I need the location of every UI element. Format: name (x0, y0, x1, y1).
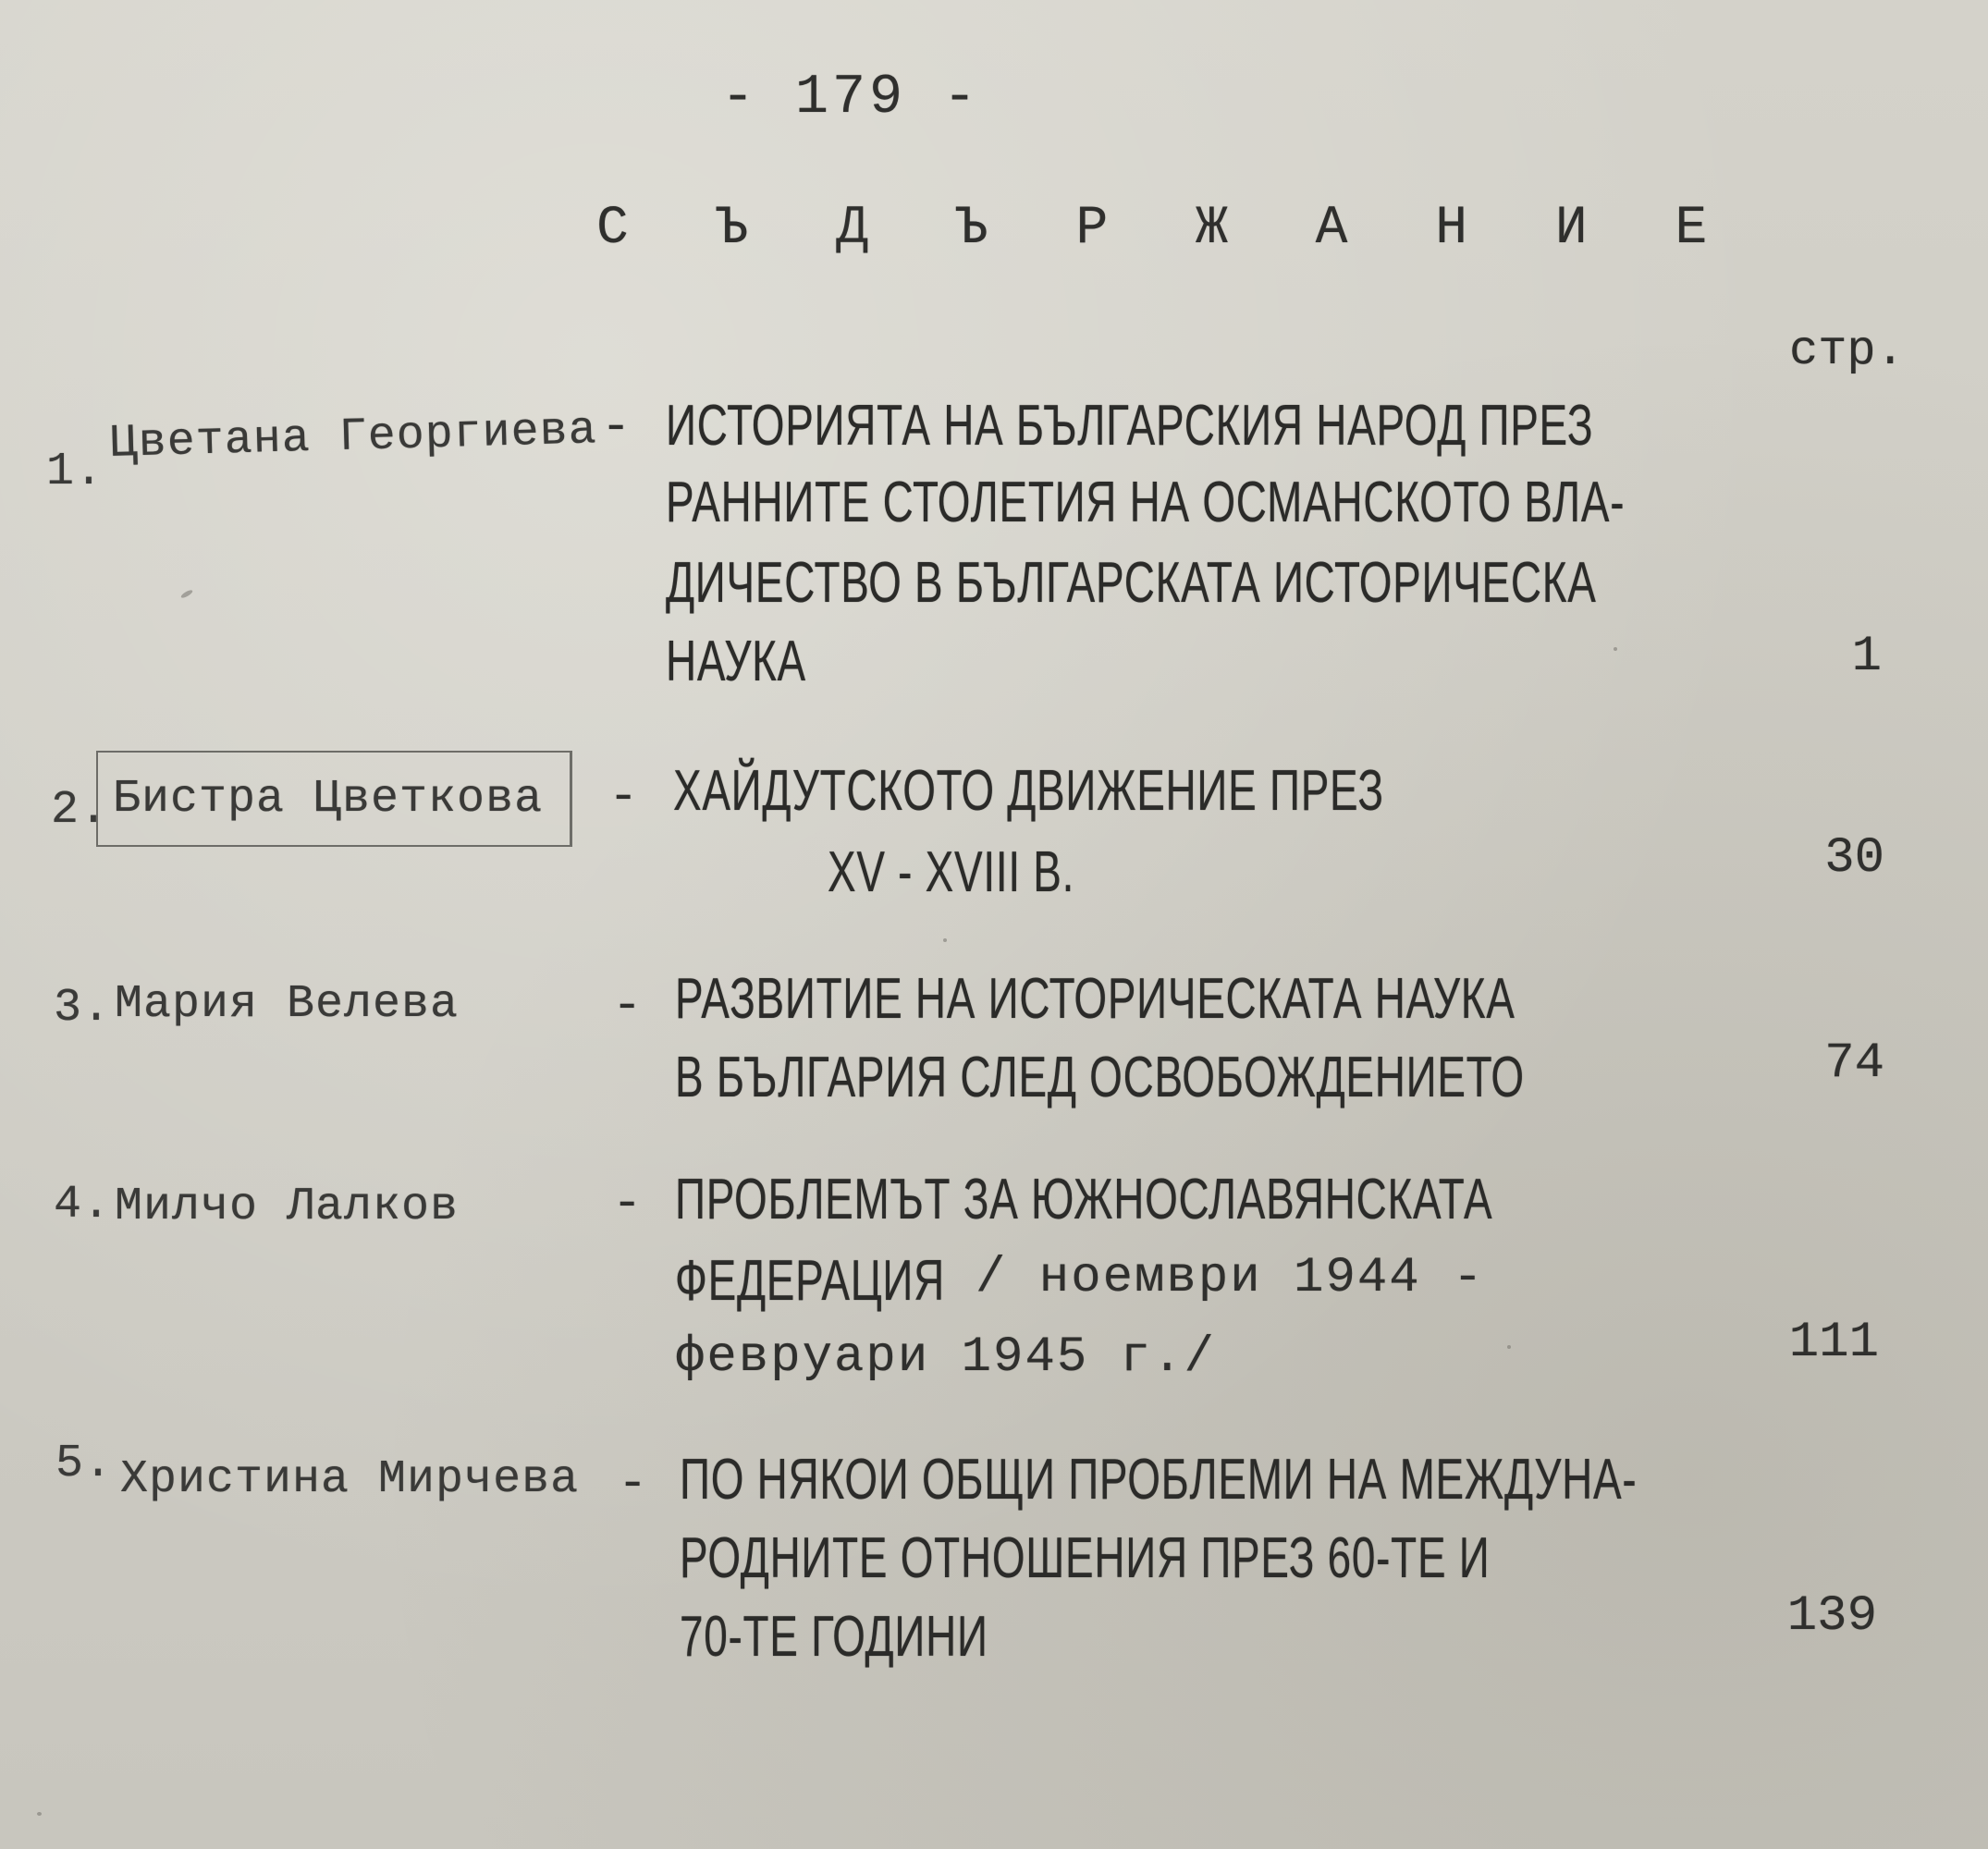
paper-speck (943, 938, 947, 942)
entry-number: 2. (51, 784, 109, 837)
entry-number: 4. (54, 1179, 112, 1231)
entry-dash: - (618, 1456, 650, 1512)
entry-page: 30 (1824, 830, 1884, 887)
entry-title-line: 70-ТЕ ГОДИНИ (680, 1605, 988, 1669)
paper-speck (37, 1812, 42, 1816)
entry-title-line: РАННИТЕ СТОЛЕТИЯ НА ОСМАНСКОТО ВЛА- (666, 471, 1626, 534)
entry-number: 3. (54, 982, 112, 1035)
entry-dash: - (612, 1176, 644, 1232)
entry-dash: - (612, 978, 644, 1035)
entry-title-line: XV - XVIII В. (828, 840, 1075, 904)
entry-dash: - (601, 399, 633, 456)
entry-page: 74 (1824, 1035, 1884, 1092)
entry-author: Милчо Лалков (115, 1181, 460, 1233)
paper-speck (1507, 1345, 1511, 1349)
entry-title-line: НАУКА (666, 630, 806, 693)
entry-author: Христина Мирчева (120, 1453, 580, 1506)
entry-number: 1. (46, 446, 104, 498)
entry-title-line: февруари 1945 г./ (675, 1329, 1216, 1386)
entry-title-line: РОДНИТЕ ОТНОШЕНИЯ ПРЕЗ 60-ТЕ И (680, 1526, 1491, 1590)
entry-dash: - (608, 769, 641, 826)
page-column-label: стр. (1789, 324, 1905, 378)
page-title: С Ъ Д Ъ Р Ж А Н И Е (596, 199, 1736, 259)
entry-author: Бистра Цветкова (113, 773, 544, 826)
entry-number: 5. (55, 1438, 114, 1490)
entry-page: 1 (1851, 629, 1882, 685)
entry-page: 139 (1786, 1588, 1877, 1645)
entry-title-line: / ноември 1944 - (976, 1250, 1485, 1306)
entry-title-line: ПРОБЛЕМЪТ ЗА ЮЖНОСЛАВЯНСКАТА (675, 1168, 1493, 1231)
paper-speck (1614, 647, 1617, 651)
entry-author: Мария Велева (115, 978, 460, 1031)
paper-speck (180, 589, 194, 599)
page-number: - 179 - (721, 67, 981, 129)
entry-title-line: ХАЙДУТСКОТО ДВИЖЕНИЕ ПРЕЗ (673, 759, 1384, 823)
entry-title-line: В БЪЛГАРИЯ СЛЕД ОСВОБОЖДЕНИЕТО (675, 1046, 1525, 1109)
entry-page: 111 (1788, 1315, 1879, 1371)
entry-title-line: ИСТОРИЯТА НА БЪЛГАРСКИЯ НАРОД ПРЕЗ (666, 394, 1594, 458)
entry-title-line: РАЗВИТИЕ НА ИСТОРИЧЕСКАТА НАУКА (675, 967, 1516, 1031)
entry-title-line: ДИЧЕСТВО В БЪЛГАРСКАТА ИСТОРИЧЕСКА (666, 551, 1597, 615)
entry-title-line: ПО НЯКОИ ОБЩИ ПРОБЛЕМИ НА МЕЖДУНА- (680, 1448, 1638, 1512)
entry-author: Цветана Георгиева (109, 404, 598, 471)
entry-title-line: ФЕДЕРАЦИЯ (675, 1249, 945, 1313)
